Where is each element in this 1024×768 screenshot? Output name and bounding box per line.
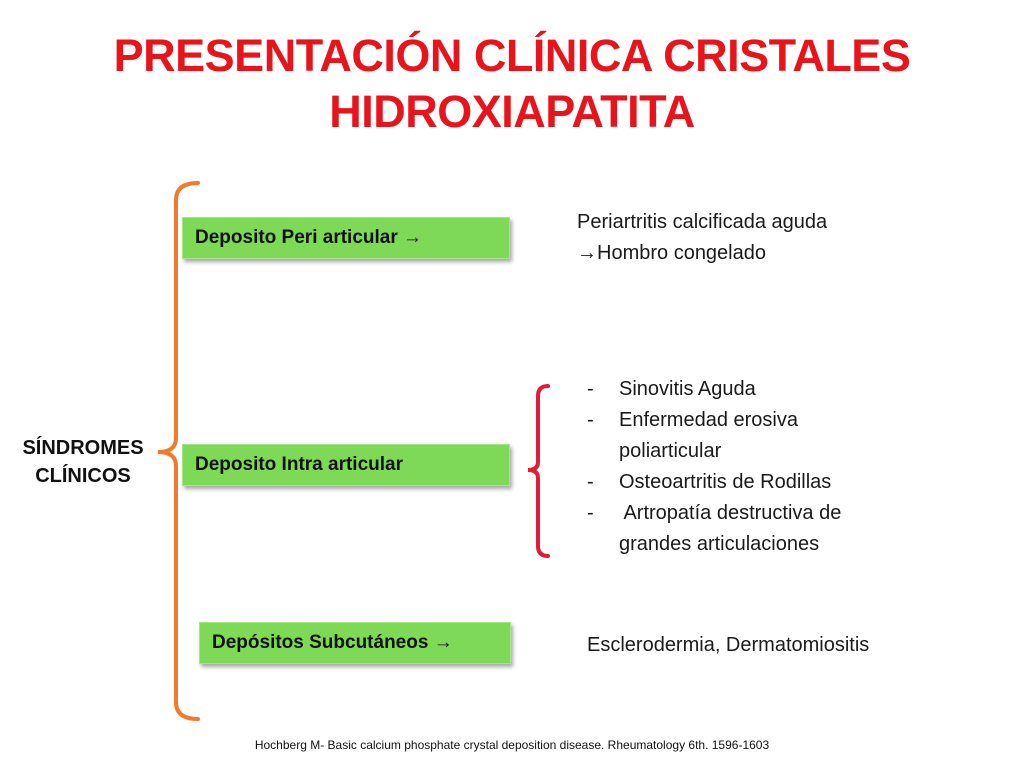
box-label: Depósitos Subcutáneos → <box>212 632 453 653</box>
box-depositos-subcutaneos <box>199 622 511 664</box>
red-bracket <box>528 386 548 556</box>
detail-line: Esclerodermia, Dermatomiositis <box>587 634 870 656</box>
root-label-line-2: CLÍNICOS <box>35 465 131 487</box>
detail-line: →Hombro congelado <box>577 242 766 264</box>
list-item <box>587 405 841 467</box>
list-item-text: Artropatía destructiva de <box>619 502 842 524</box>
box-label: Deposito Peri articular → <box>195 227 423 248</box>
title-line-1: PRESENTACIÓN CLÍNICA CRISTALES <box>113 30 911 81</box>
list-item-text: Enfermedad erosiva <box>619 409 798 431</box>
list-item-text: poliarticular <box>619 440 722 462</box>
subcutaneos-details <box>587 630 869 661</box>
box-deposito-peri-articular <box>182 217 510 259</box>
list-item-text: grandes articulaciones <box>619 533 820 555</box>
peri-articular-details <box>577 207 827 269</box>
list-item <box>587 467 841 498</box>
detail-line: Periartritis calcificada aguda <box>577 211 828 233</box>
root-label <box>8 434 158 490</box>
list-dash: - <box>587 378 594 400</box>
box-deposito-intra-articular <box>182 444 510 486</box>
title-line-2: HIDROXIAPATITA <box>329 86 695 137</box>
list-item-text: Sinovitis Aguda <box>619 378 756 400</box>
list-item <box>587 374 841 405</box>
list-item-text: Osteoartritis de Rodillas <box>619 471 832 493</box>
list-item <box>587 498 841 560</box>
list-dash: - <box>587 409 594 431</box>
reference-citation: Hochberg M- Basic calcium phosphate crystal deposition disease. Rheumatology 6th. 1596-1603 <box>254 738 770 752</box>
list-dash: - <box>587 471 594 493</box>
root-label-line-1: SÍNDROMES <box>22 437 144 459</box>
list-dash: - <box>587 502 594 524</box>
intra-articular-list <box>587 374 841 560</box>
box-label: Deposito Intra articular <box>195 454 403 475</box>
